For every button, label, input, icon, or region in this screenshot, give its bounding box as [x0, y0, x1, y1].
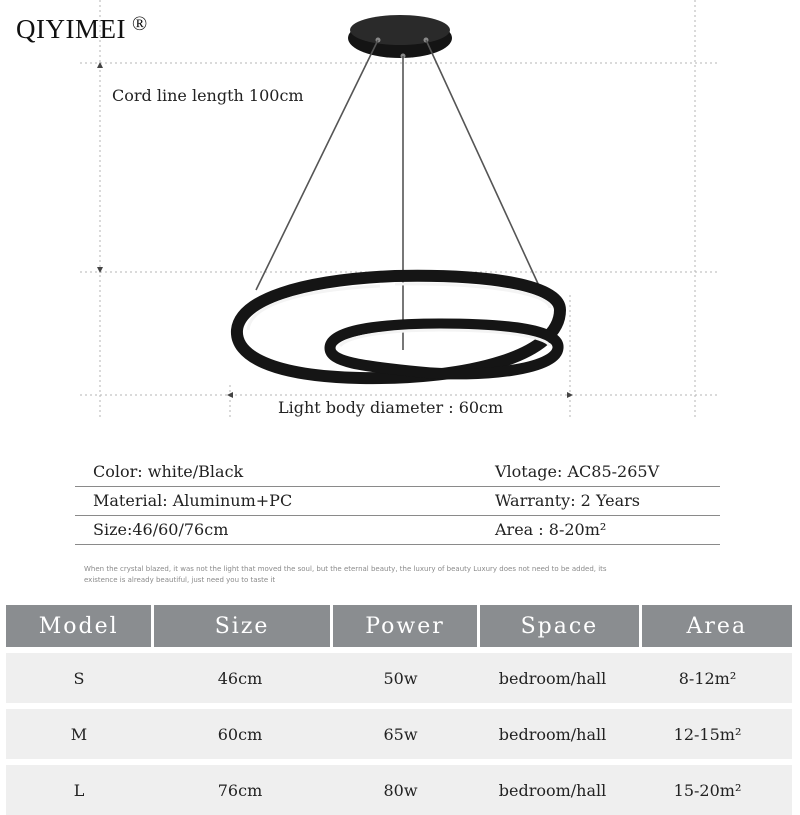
- registered-mark: ®: [131, 13, 148, 35]
- cell-space: bedroom/hall: [498, 780, 607, 800]
- cell-area: 15-20m²: [673, 780, 742, 800]
- spec-list: [75, 458, 720, 545]
- cell-size: 76cm: [217, 780, 263, 800]
- table-row: [6, 765, 792, 815]
- spec-row: [75, 458, 720, 487]
- spec-warranty: Warranty: 2 Years: [495, 491, 640, 510]
- header-size: Size: [154, 605, 329, 647]
- diameter-label: Light body diameter : 60cm: [278, 398, 504, 417]
- model-table: [6, 605, 792, 815]
- cell-size: 60cm: [217, 724, 263, 744]
- guide-lines: [80, 0, 718, 420]
- tagline-text: When the crystal blazed, it was not the light that moved the soul, but the eternal beauty, the luxury of beauty Luxury does not need to be added, its existence is already beautiful, just need you to taste it: [84, 565, 607, 584]
- cell-model: S: [73, 668, 85, 688]
- canopy: [348, 15, 452, 59]
- cell-area: 8-12m²: [678, 668, 737, 688]
- cell-power: 50w: [383, 668, 418, 688]
- cell-model: M: [70, 724, 88, 744]
- header-area: Area: [642, 605, 792, 647]
- cell-space: bedroom/hall: [498, 724, 607, 744]
- table-row: [6, 653, 792, 703]
- spec-row: [75, 487, 720, 516]
- spec-material: Material: Aluminum+PC: [93, 491, 293, 510]
- table-row: [6, 709, 792, 759]
- table-header: [6, 605, 792, 647]
- spec-color: Color: white/Black: [93, 462, 244, 481]
- header-power: Power: [333, 605, 477, 647]
- spec-size: Size:46/60/76cm: [93, 520, 229, 539]
- brand-name: QIYIMEI: [16, 14, 126, 44]
- cell-power: 65w: [383, 724, 418, 744]
- spec-area: Area : 8-20m²: [495, 520, 607, 539]
- cell-space: bedroom/hall: [498, 668, 607, 688]
- spec-voltage: Vlotage: AC85-265V: [495, 462, 660, 481]
- cell-model: L: [73, 780, 85, 800]
- spec-row: [75, 516, 720, 545]
- cord-length-label: Cord line length 100cm: [112, 86, 304, 105]
- cell-size: 46cm: [217, 668, 263, 688]
- header-space: Space: [480, 605, 638, 647]
- header-model: Model: [6, 605, 151, 647]
- cell-area: 12-15m²: [673, 724, 742, 744]
- cell-power: 80w: [383, 780, 418, 800]
